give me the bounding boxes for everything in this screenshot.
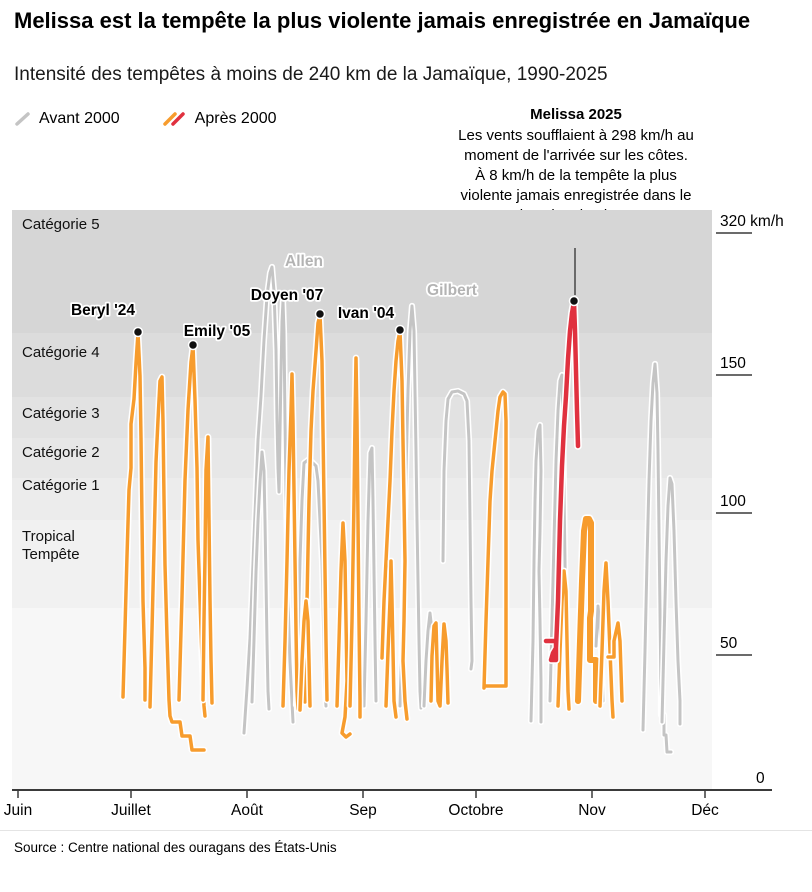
category-label: Tropical bbox=[22, 528, 75, 545]
category-band bbox=[12, 438, 712, 478]
y-tick-label: 50 bbox=[720, 635, 738, 652]
y-tick-label: 100 bbox=[720, 493, 746, 510]
month-label: Août bbox=[231, 802, 263, 819]
storm-label: Beryl '24 bbox=[70, 302, 136, 319]
month-label: Octobre bbox=[448, 802, 504, 819]
month-label: Juillet bbox=[111, 802, 151, 819]
month-label: Nov bbox=[578, 802, 606, 819]
source-credit: Source : Centre national des ouragans des États-Unis bbox=[14, 840, 337, 855]
storm-peak-dot bbox=[134, 328, 143, 337]
y-tick-label: 150 bbox=[720, 355, 746, 372]
melissa-annotation-line: Les vents soufflaient à 298 km/h au bbox=[458, 127, 694, 144]
storm-peak-dot bbox=[189, 341, 198, 350]
category-label: Catégorie 4 bbox=[22, 344, 100, 361]
storm-label: Emily '05 bbox=[183, 323, 251, 340]
storm-peak-dot bbox=[316, 310, 325, 319]
category-band bbox=[12, 397, 712, 438]
category-label: Catégorie 5 bbox=[22, 216, 100, 233]
category-band bbox=[12, 478, 712, 520]
category-label: Catégorie 2 bbox=[22, 444, 100, 461]
category-label: Catégorie 3 bbox=[22, 405, 100, 422]
storm-peak-dot bbox=[570, 297, 579, 306]
storm-label: Doyen '07 bbox=[250, 287, 324, 304]
month-label: Juin bbox=[3, 802, 33, 819]
storm-label: Gilbert bbox=[427, 282, 477, 299]
legend-label-apres: Après 2000 bbox=[194, 110, 277, 127]
month-label: Déc bbox=[691, 802, 719, 819]
melissa-annotation-heading: Melissa 2025 bbox=[530, 106, 622, 123]
storm-peak-dot bbox=[396, 326, 405, 335]
y-tick-label: 0 bbox=[756, 770, 765, 787]
legend-label-avant: Avant 2000 bbox=[39, 110, 120, 127]
page-subtitle: Intensité des tempêtes à moins de 240 km de la Jamaïque, 1990-2025 bbox=[14, 64, 608, 85]
storm-label: Allen bbox=[285, 253, 323, 270]
melissa-annotation-line: À 8 km/h de la tempête la plus bbox=[475, 167, 677, 184]
category-label: Tempête bbox=[22, 546, 80, 563]
melissa-annotation-line: violente jamais enregistrée dans le bbox=[460, 187, 692, 204]
source-divider bbox=[0, 830, 812, 831]
page-title: Melissa est la tempête la plus violente jamais enregistrée en Jamaïque bbox=[14, 8, 751, 33]
month-label: Sep bbox=[349, 802, 377, 819]
category-band bbox=[12, 333, 712, 397]
melissa-annotation-line: moment de l'arrivée sur les côtes. bbox=[464, 147, 688, 164]
category-label: Catégorie 1 bbox=[22, 477, 100, 494]
storm-label: Ivan '04 bbox=[337, 305, 395, 322]
y-tick-label: 320 km/h bbox=[720, 213, 784, 230]
